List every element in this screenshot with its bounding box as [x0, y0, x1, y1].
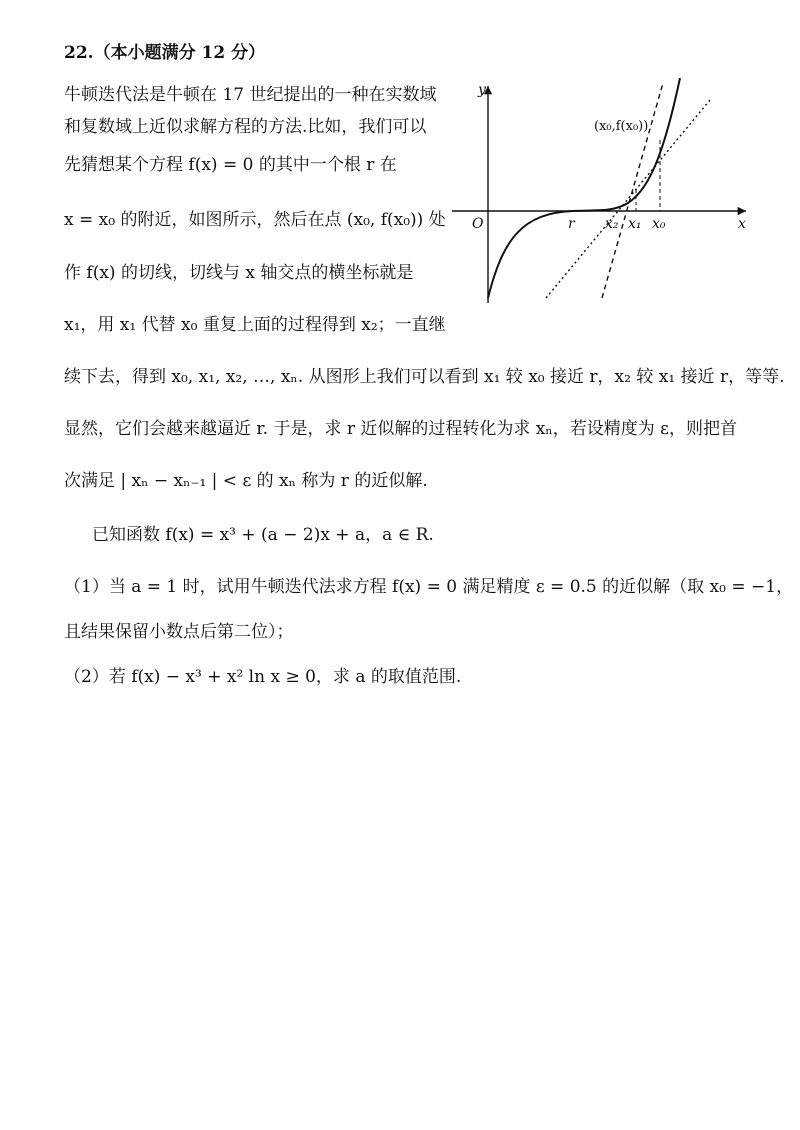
point-label: (x₀,f(x₀)) — [594, 119, 649, 134]
question-part-1: （1）当 a = 1 时，试用牛顿迭代法求方程 f(x) = 0 满足精度 ε = 0.5 的近似解（取 x₀ = −1， — [64, 577, 794, 597]
text-line-9: 次满足 | xₙ − xₙ₋₁ | < ε 的 xₙ 称为 r 的近似解. — [64, 471, 428, 491]
text-line-5: 作 f(x) 的切线，切线与 x 轴交点的横坐标就是 — [64, 263, 414, 283]
text-line-2: 和复数域上近似求解方程的方法.比如，我们可以 — [64, 117, 427, 137]
function-definition: 已知函数 f(x) = x³ + (a − 2)x + a，a ∈ R. — [92, 525, 434, 545]
text-line-7: 续下去，得到 x₀, x₁, x₂, …, xₙ. 从图形上我们可以看到 x₁ 较 x₀ 接近 r，x₂ 较 x₁ 接近 r，等等. — [64, 367, 785, 387]
function-curve — [488, 78, 680, 298]
text-line-6: x₁，用 x₁ 代替 x₀ 重复上面的过程得到 x₂；一直继 — [64, 315, 446, 335]
x-axis-label: x — [738, 216, 746, 232]
tangent-line-x0 — [602, 83, 663, 298]
question-part-2: （2）若 f(x) − x³ + x² ln x ≥ 0，求 a 的取值范围. — [64, 667, 462, 687]
problem-header: 22.（本小题满分 12 分） — [64, 43, 266, 63]
text-line-1: 牛顿迭代法是牛顿在 17 世纪提出的一种在实数域 — [64, 85, 437, 105]
tick-label-x1: x₁ — [628, 216, 642, 232]
tick-label-r: r — [568, 216, 575, 232]
origin-label: O — [472, 216, 484, 232]
tick-label-x2: x₂ — [605, 216, 619, 232]
question-part-1-cont: 且结果保留小数点后第二位）； — [64, 622, 294, 642]
text-line-4: x = x₀ 的附近，如图所示，然后在点 (x₀, f(x₀)) 处 — [64, 210, 446, 230]
tick-label-x0: x₀ — [652, 216, 666, 232]
y-axis-label: y — [478, 82, 486, 98]
newton-method-figure — [448, 78, 758, 308]
text-line-3: 先猜想某个方程 f(x) = 0 的其中一个根 r 在 — [64, 155, 397, 175]
text-line-8: 显然，它们会越来越逼近 r. 于是，求 r 近似解的过程转化为求 xₙ，若设精度为 ε，则把首 — [64, 419, 737, 439]
